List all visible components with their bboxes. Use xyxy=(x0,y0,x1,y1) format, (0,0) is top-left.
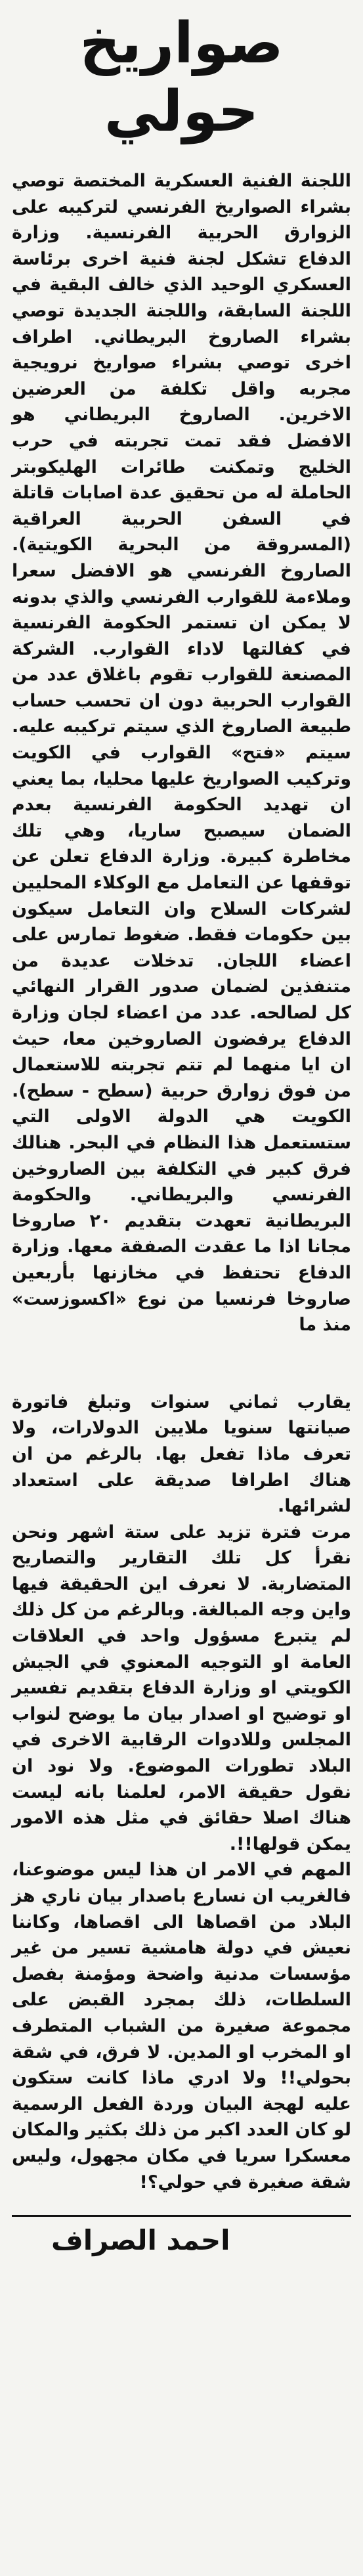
headline-line-1: صواريخ xyxy=(79,11,284,76)
article-body xyxy=(12,168,351,2195)
section-gap xyxy=(12,1338,351,1389)
article-paragraph-1: اللجنة الفنية العسكرية المختصة توصي بشراء الصواريخ الفرنسي لتركيبه على الزوارق الحربية الفرنسية. وزارة الدفاع تشكل لجنة فنية اخرى برئاسة العسكري الوحيد الذي خالف البقية في اللجنة السابقة، واللجنة الجديدة توصي بشراء الصاروخ البريطاني. اطراف اخرى توصي بشراء صواريخ نرويجية مجربه واقل تكلفة من العرضين الاخرين. الصاروخ البريطاني هو الافضل فقد تمت تجربته في حرب الخليج وتمكنت طائرات الهليكوبتر الحاملة له من تحقيق عدة اصابات قاتلة في السفن الحربية العراقية (المسروقة من البحرية الكويتية). الصاروخ الفرنسي هو الافضل سعرا وملاءمة للقوارب الفرنسي والذي بدونه لا يمكن ان تستمر الحكومة الفرنسية في كفالتها لاداء القوارب. الشركة المصنعة للقوارب تقوم باغلاق عدد من القوارب الحربية دون ان تحسب حساب طبيعة الصاروخ الذي سيتم تركيبه عليه. سيتم «فتح» القوارب في الكويت وتركيب الصواريخ عليها محليا، بما يعني ان تهديد الحكومة الفرنسية بعدم الضمان سيصبح ساريا، وهي تلك مخاطرة كبيرة. وزارة الدفاع تعلن عن توقفها عن التعامل مع الوكلاء المحليين لشركات السلاح وان التعامل سيكون بين حكومات فقط. ضغوط تمارس على اعضاء اللجان. تدخلات عديدة من متنفذين لضمان صدور القرار النهائي كل لصالحه. عدد من اعضاء لجان وزارة الدفاع يرفضون الصاروخين معا، حيث ان ايا منهما لم تتم تجربته للاستعمال من فوق زوارق حربية (سطح - سطح). الكويت هي الدولة الاولى التي ستستعمل هذا النظام في البحر. هنالك فرق كبير في التكلفة بين الصاروخين الفرنسي والبريطاني. والحكومة البريطانية تعهدت بتقديم ٢٠ صاروخا مجانا اذا ما عقدت الصفقة معها. وزارة الدفاع تحتفظ في مخازنها بأربعين صاروخا فرنسيا من نوع «اكسوزست» منذ ما xyxy=(12,171,351,1336)
article-paragraph-2: يقارب ثماني سنوات وتبلغ فاتورة صيانتها سنويا ملايين الدولارات، ولا تعرف ماذا تفعل بها. بالرغم من ان هناك اطرافا صديقة على استعداد لشرائها. xyxy=(12,1391,351,1517)
headline xyxy=(12,9,351,146)
headline-line-2: حولي xyxy=(104,79,259,144)
article-paragraph-3: مرت فترة تزيد على ستة اشهر ونحن نقرأ كل تلك التقارير والتصاريح المتضاربة. لا نعرف اين الحقيقة فيها واين وجه المبالغة. وبالرغم من كل ذلك لم يتبرع مسؤول واحد في العلاقات العامة او التوجيه المعنوي في الجيش الكويتي او وزارة الدفاع بتقديم تفسير او توضيح او اصدار بيان ما يوضح لنواب المجلس وللادوات الرقابية الاخرى في البلاد تطورات الموضوع. ولا نود ان نقول حقيقة الامر، لعلمنا بانه ليست هناك اصلا حقائق في مثل هذه الامور يمكن قولها!!. xyxy=(12,1521,351,1854)
signature-divider xyxy=(12,2215,351,2217)
author-signature: احمد الصراف xyxy=(51,2224,230,2257)
article-paragraph-4: المهم في الامر ان هذا ليس موضوعنا، فالغريب ان نسارع باصدار بيان ناري هز البلاد من اقصاها الى اقصاها، وكاننا نعيش في دولة هامشية تسير من غير مؤسسات مدنية واضحة ومؤمنة بفصل السلطات، ذلك بمجرد القبض على مجموعة صغيرة من الشباب المتطرف او المخرب او المدين. لا فرق، في شقة بحولي!! ولا ادري ماذا كانت ستكون عليه لهجة البيان وردة الفعل الرسمية لو كان العدد اكبر من ذلك بكثير والمكان معسكرا سريا في مكان مجهول، وليس شقة صغيرة في حولي؟! xyxy=(12,1860,351,2193)
